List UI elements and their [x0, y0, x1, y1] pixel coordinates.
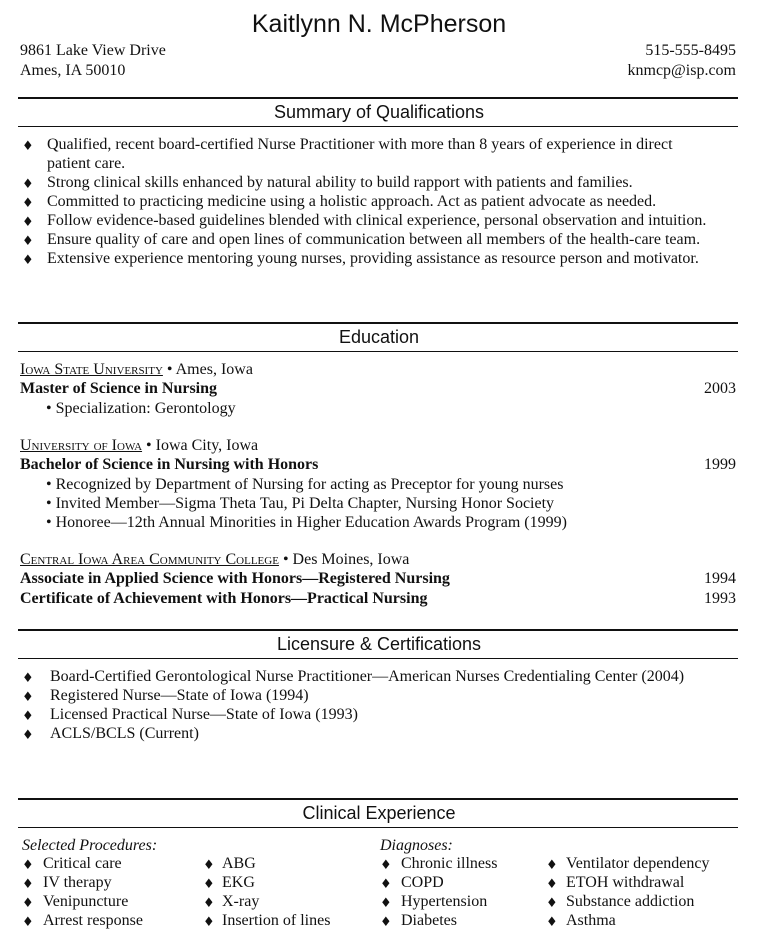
diamond-bullet-icon: ♦: [380, 858, 392, 873]
summary-item: Committed to practicing medicine using a holistic approach. Act as patient advocate as needed.: [47, 193, 657, 210]
diamond-bullet-icon: ♦: [380, 915, 392, 930]
diamond-bullet-icon: ♦: [546, 896, 558, 911]
diamond-bullet-icon: ♦: [203, 877, 215, 892]
degree-year: 1999: [704, 456, 736, 473]
diamond-bullet-icon: ♦: [22, 234, 34, 249]
detail-label: • Invited Member—Sigma Theta Tau, Pi Delta Chapter, Nursing Honor Society: [46, 495, 555, 512]
clinical-item: Venipuncture: [43, 893, 129, 910]
section-rule-bottom: [18, 827, 738, 828]
diamond-bullet-icon: ♦: [22, 877, 34, 892]
clinical-item: IV therapy: [43, 874, 112, 891]
school-location: • Ames, Iowa: [162, 361, 253, 378]
section-rule-top: [18, 97, 738, 99]
clinical-item: Diabetes: [401, 912, 457, 929]
section-rule-bottom: [18, 126, 738, 127]
diamond-bullet-icon: ♦: [22, 896, 34, 911]
degree-name: Associate in Applied Science with Honors—Registered Nursing: [20, 570, 450, 587]
diamond-bullet-icon: ♦: [22, 177, 34, 192]
school-name: Iowa State University: [20, 361, 163, 378]
summary-item: patient care.: [47, 155, 126, 172]
licensure-item: Board-Certified Gerontological Nurse Practitioner—American Nurses Credentialing Center (2004): [50, 668, 685, 685]
diamond-bullet-icon: ♦: [22, 709, 34, 724]
licensure-item: Licensed Practical Nurse—State of Iowa (1993): [50, 706, 358, 723]
clinical-item: Asthma: [566, 912, 616, 929]
diamond-bullet-icon: ♦: [22, 196, 34, 211]
diamond-bullet-icon: ♦: [380, 896, 392, 911]
degree-detail: [46, 513, 567, 532]
education-heading: Education: [338, 327, 420, 347]
diamond-bullet-icon: ♦: [22, 253, 34, 268]
address-line-2: Ames, IA 50010: [20, 62, 126, 79]
section-rule-bottom: [18, 351, 738, 352]
address-line-1: 9861 Lake View Drive: [20, 42, 166, 59]
detail-value: Gerontology: [154, 400, 236, 417]
school-name: Central Iowa Area Community College: [20, 551, 279, 568]
diamond-bullet-icon: ♦: [22, 671, 34, 686]
section-rule-top: [18, 798, 738, 800]
diamond-bullet-icon: ♦: [546, 877, 558, 892]
detail-label: • Recognized by Department of Nursing for acting as Preceptor for young nurses: [46, 476, 564, 493]
clinical-item: Arrest response: [43, 912, 143, 929]
summary-item: Extensive experience mentoring young nurses, providing assistance as resource person and motivator.: [47, 250, 699, 267]
clinical-item: Critical care: [43, 855, 122, 872]
degree-name: Master of Science in Nursing: [20, 380, 218, 397]
diamond-bullet-icon: ♦: [22, 215, 34, 230]
degree-year: 2003: [704, 380, 736, 397]
diamond-bullet-icon: ♦: [22, 858, 34, 873]
school-location: • Iowa City, Iowa: [142, 437, 259, 454]
clinical-item: EKG: [222, 874, 255, 891]
clinical-item: Hypertension: [401, 893, 488, 910]
school-line: [20, 436, 258, 455]
detail-label: • Specialization:: [46, 400, 155, 417]
email-address: knmcp@isp.com: [627, 62, 736, 79]
diamond-bullet-icon: ♦: [546, 915, 558, 930]
summary-item: Qualified, recent board-certified Nurse Practitioner with more than 8 years of experience in direct: [47, 136, 673, 153]
school-line: [20, 550, 409, 569]
diamond-bullet-icon: ♦: [203, 915, 215, 930]
resume-name: Kaitlynn N. McPherson: [251, 10, 507, 38]
diamond-bullet-icon: ♦: [22, 139, 34, 154]
diamond-bullet-icon: ♦: [380, 877, 392, 892]
degree-year: 1994: [704, 570, 736, 587]
clinical-item: Insertion of lines: [222, 912, 331, 929]
degree-name: Certificate of Achievement with Honors—Practical Nursing: [20, 590, 428, 607]
section-rule-top: [18, 322, 738, 324]
school-name: University of Iowa: [20, 437, 143, 454]
diamond-bullet-icon: ♦: [546, 858, 558, 873]
degree-year: 1993: [704, 590, 736, 607]
diamond-bullet-icon: ♦: [22, 690, 34, 705]
clinical-item: ETOH withdrawal: [566, 874, 685, 891]
summary-item: Follow evidence-based guidelines blended with clinical experience, personal observation and intuition.: [47, 212, 707, 229]
section-rule-bottom: [18, 658, 738, 659]
school-location: • Des Moines, Iowa: [278, 551, 410, 568]
summary-heading: Summary of Qualifications: [273, 102, 485, 122]
summary-item: Ensure quality of care and open lines of communication between all members of the health-care team.: [47, 231, 701, 248]
clinical-item: Chronic illness: [401, 855, 498, 872]
diamond-bullet-icon: ♦: [22, 915, 34, 930]
diamond-bullet-icon: ♦: [203, 896, 215, 911]
clinical-heading: Clinical Experience: [302, 803, 456, 823]
degree-detail: [46, 399, 236, 418]
phone-number: 515-555-8495: [645, 42, 736, 59]
clinical-item: X-ray: [222, 893, 260, 910]
procedures-label: Selected Procedures:: [22, 837, 158, 854]
detail-label: • Honoree—12th Annual Minorities in Higher Education Awards Program (1999): [46, 514, 567, 531]
clinical-item: Substance addiction: [566, 893, 695, 910]
diamond-bullet-icon: ♦: [203, 858, 215, 873]
section-rule-top: [18, 629, 738, 631]
licensure-item: ACLS/BCLS (Current): [50, 725, 199, 742]
degree-name: Bachelor of Science in Nursing with Honors: [20, 456, 319, 473]
school-line: [20, 360, 253, 379]
degree-detail: [46, 475, 563, 494]
licensure-heading: Licensure & Certifications: [276, 634, 482, 654]
licensure-item: Registered Nurse—State of Iowa (1994): [50, 687, 309, 704]
clinical-item: Ventilator dependency: [566, 855, 710, 872]
degree-detail: [46, 494, 554, 513]
diamond-bullet-icon: ♦: [22, 728, 34, 743]
clinical-item: COPD: [401, 874, 444, 891]
clinical-item: ABG: [222, 855, 256, 872]
diagnoses-label: Diagnoses:: [380, 837, 453, 854]
summary-item: Strong clinical skills enhanced by natural ability to build rapport with patients and families.: [47, 174, 633, 191]
